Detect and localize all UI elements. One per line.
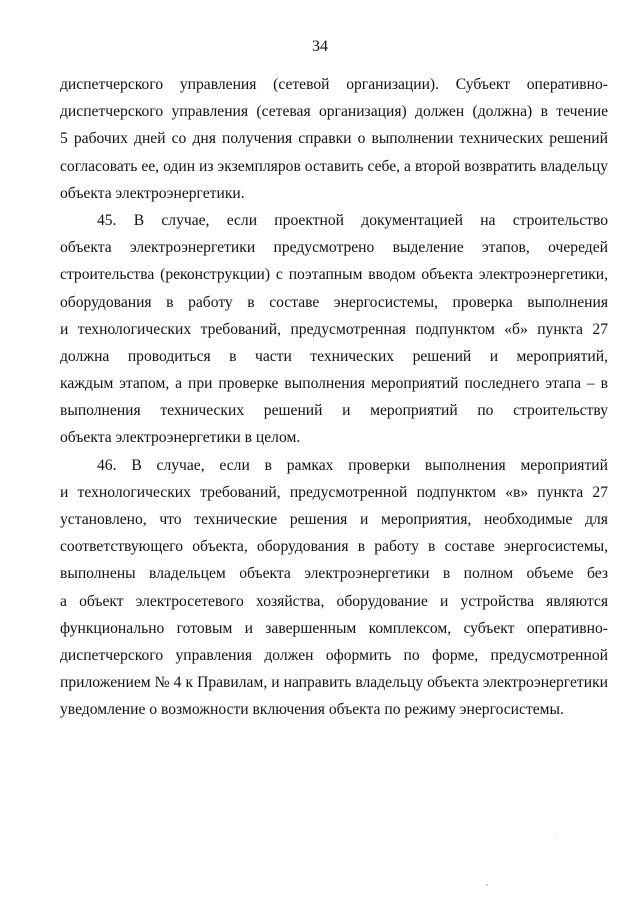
text-line: выполнения технических решений и мероприятий по строительству	[60, 402, 608, 420]
text-line: объекта электроэнергетики предусмотрено выделение этапов, очередей	[60, 239, 608, 257]
text-line: 5 рабочих дней со дня получения справки о выполнении технических решений	[60, 130, 608, 148]
text-line: диспетчерского управления (сетевая организация) должен (должна) в течение	[60, 103, 608, 121]
text-line: строительства (реконструкции) с поэтапным вводом объекта электроэнергетики,	[60, 266, 608, 284]
paragraph-45	[60, 207, 608, 452]
text-line: уведомление о возможности включения объекта по режиму энергосистемы.	[60, 701, 564, 719]
text-line: и технологических требований, предусмотренная подпунктом «б» пункта 27	[60, 320, 608, 338]
text-line: установлено, что технические решения и мероприятия, необходимые для	[60, 511, 608, 529]
text-line: каждым этапом, а при проверке выполнения мероприятий последнего этапа – в	[60, 375, 608, 393]
scan-speck	[486, 884, 488, 886]
paragraph-46	[60, 452, 608, 724]
document-body	[60, 71, 608, 724]
text-line: а объект электросетевого хозяйства, оборудование и устройства являются	[60, 592, 608, 610]
text-line: диспетчерского управления должен оформить по форме, предусмотренной	[60, 646, 608, 664]
text-line: оборудования в работу в составе энергосистемы, проверка выполнения	[60, 293, 608, 311]
paragraph-continuation	[60, 71, 608, 207]
text-line: 45. В случае, если проектной документацией на строительство	[97, 211, 608, 229]
text-line: должна проводиться в части технических решений и мероприятий,	[60, 347, 608, 365]
text-line: приложением № 4 к Правилам, и направить владельцу объекта электроэнергетики	[60, 674, 608, 692]
page-number: 34	[312, 38, 328, 55]
text-line: диспетчерского управления (сетевой организации). Субъект оперативно-	[60, 76, 608, 93]
scan-speck	[556, 836, 557, 837]
text-line: объекта электроэнергетики в целом.	[60, 429, 301, 447]
text-line: и технологических требований, предусмотренной подпунктом «в» пункта 27	[60, 483, 608, 501]
text-line: соответствующего объекта, оборудования в работу в составе энергосистемы,	[60, 538, 608, 556]
text-line: 46. В случае, если в рамках проверки выполнения мероприятий	[97, 456, 608, 474]
text-line: согласовать ее, один из экземпляров оставить себе, а второй возвратить владельцу	[60, 157, 608, 175]
text-line: выполнены владельцем объекта электроэнергетики в полном объеме без	[60, 565, 608, 583]
text-line: объекта электроэнергетики.	[60, 184, 245, 202]
text-line: функционально готовым и завершенным комплексом, субъект оперативно-	[60, 619, 608, 637]
